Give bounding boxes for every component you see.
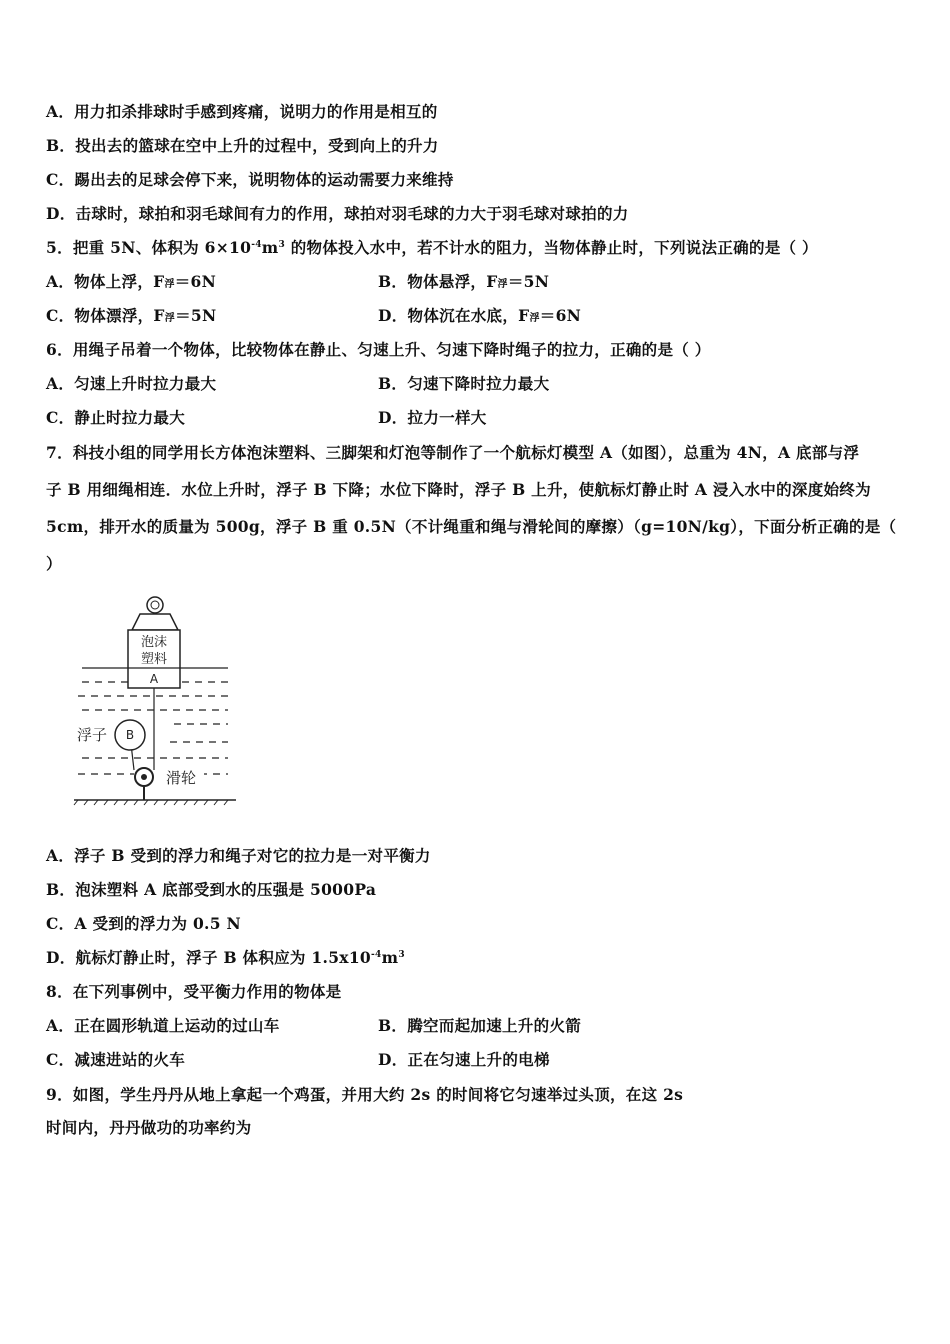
q7-stem-line2: 子 B 用细绳相连．水位上升时，浮子 B 下降；水位下降时，浮子 B 上升，使航标灯静止时 A 浸入水中的深度始终为 [46,480,871,499]
q8-option-a: A．正在圆形轨道上运动的过山车 [46,1016,280,1035]
q6-option-a: A．匀速上升时拉力最大 [46,374,217,393]
pulley-axle-icon [141,774,147,780]
q7-option-a: A．浮子 B 受到的浮力和绳子对它的拉力是一对平衡力 [46,846,431,865]
label-a: A [149,672,159,686]
q4-option-b: B．投出去的篮球在空中上升的过程中，受到向上的升力 [46,136,439,155]
foam-label-line1: 泡沫 [140,635,168,650]
q9-stem-line2: 时间内，丹丹做功的功率约为 [46,1118,252,1137]
q5-option-c: C．物体漂浮，F浮＝5N [46,306,217,325]
pulley-label: 滑轮 [166,769,197,787]
q7-option-b: B．泡沫塑料 A 底部受到水的压强是 5000Pa [46,880,377,899]
q9-stem-line1: 9．如图，学生丹丹从地上拿起一个鸡蛋，并用大约 2s 的时间将它匀速举过头顶，在这 2s [46,1085,684,1104]
q4-option-d: D．击球时，球拍和羽毛球间有力的作用，球拍对羽毛球的力大于羽毛球对球拍的力 [46,204,629,223]
q5-option-d: D．物体沉在水底，F浮＝6N [378,306,582,325]
q6-option-c: C．静止时拉力最大 [46,408,186,427]
q6-stem: 6．用绳子吊着一个物体，比较物体在静止、匀速上升、匀速下降时绳子的拉力，正确的是（ ） [46,340,711,359]
buoy-diagram [70,592,240,807]
label-b: B [125,728,135,742]
float-label: 浮子 [77,726,108,744]
q4-option-c: C．踢出去的足球会停下来，说明物体的运动需要力来维持 [46,170,454,189]
q7-stem-line4: ） [46,554,62,573]
q6-option-d: D．拉力一样大 [378,408,487,427]
q4-option-a: A．用力扣杀排球时手感到疼痛，说明力的作用是相互的 [46,102,438,121]
q6-option-b: B．匀速下降时拉力最大 [378,374,550,393]
q8-option-b: B．腾空而起加速上升的火箭 [378,1016,582,1035]
lamp-bulb-icon [147,597,163,613]
q5-option-a: A．物体上浮，F浮＝6N [46,272,217,291]
q7-option-d: D．航标灯静止时，浮子 B 体积应为 $1.5x10^{-4}m^3$ [46,948,405,967]
q5-stem: 5．把重 5N、体积为 $6\times 10^{-4}m^3$ 的物体投入水中，若不计水的阻力，当物体静止时，下列说法正确的是（ ） [46,238,818,257]
q7-option-c: C．A 受到的浮力为 0.5 N [46,914,241,933]
foam-label-line2: 塑料 [140,652,168,667]
q7-stem-line1: 7．科技小组的同学用长方体泡沫塑料、三脚架和灯泡等制作了一个航标灯模型 A（如图），总重为 4N，A 底部与浮 [46,443,860,462]
q8-option-d: D．正在匀速上升的电梯 [378,1050,550,1069]
q8-stem: 8．在下列事例中，受平衡力作用的物体是 [46,982,342,1001]
q7-stem-line3: 5cm，排开水的质量为 500g，浮子 B 重 0.5N（不计绳重和绳与滑轮间的摩擦）（g=10N/kg），下面分析正确的是（ [46,517,897,536]
q8-option-c: C．减速进站的火车 [46,1050,186,1069]
tripod-frame-icon [132,614,178,630]
lamp-filament-icon [151,601,159,609]
q5-option-b: B．物体悬浮，F浮＝5N [378,272,550,291]
